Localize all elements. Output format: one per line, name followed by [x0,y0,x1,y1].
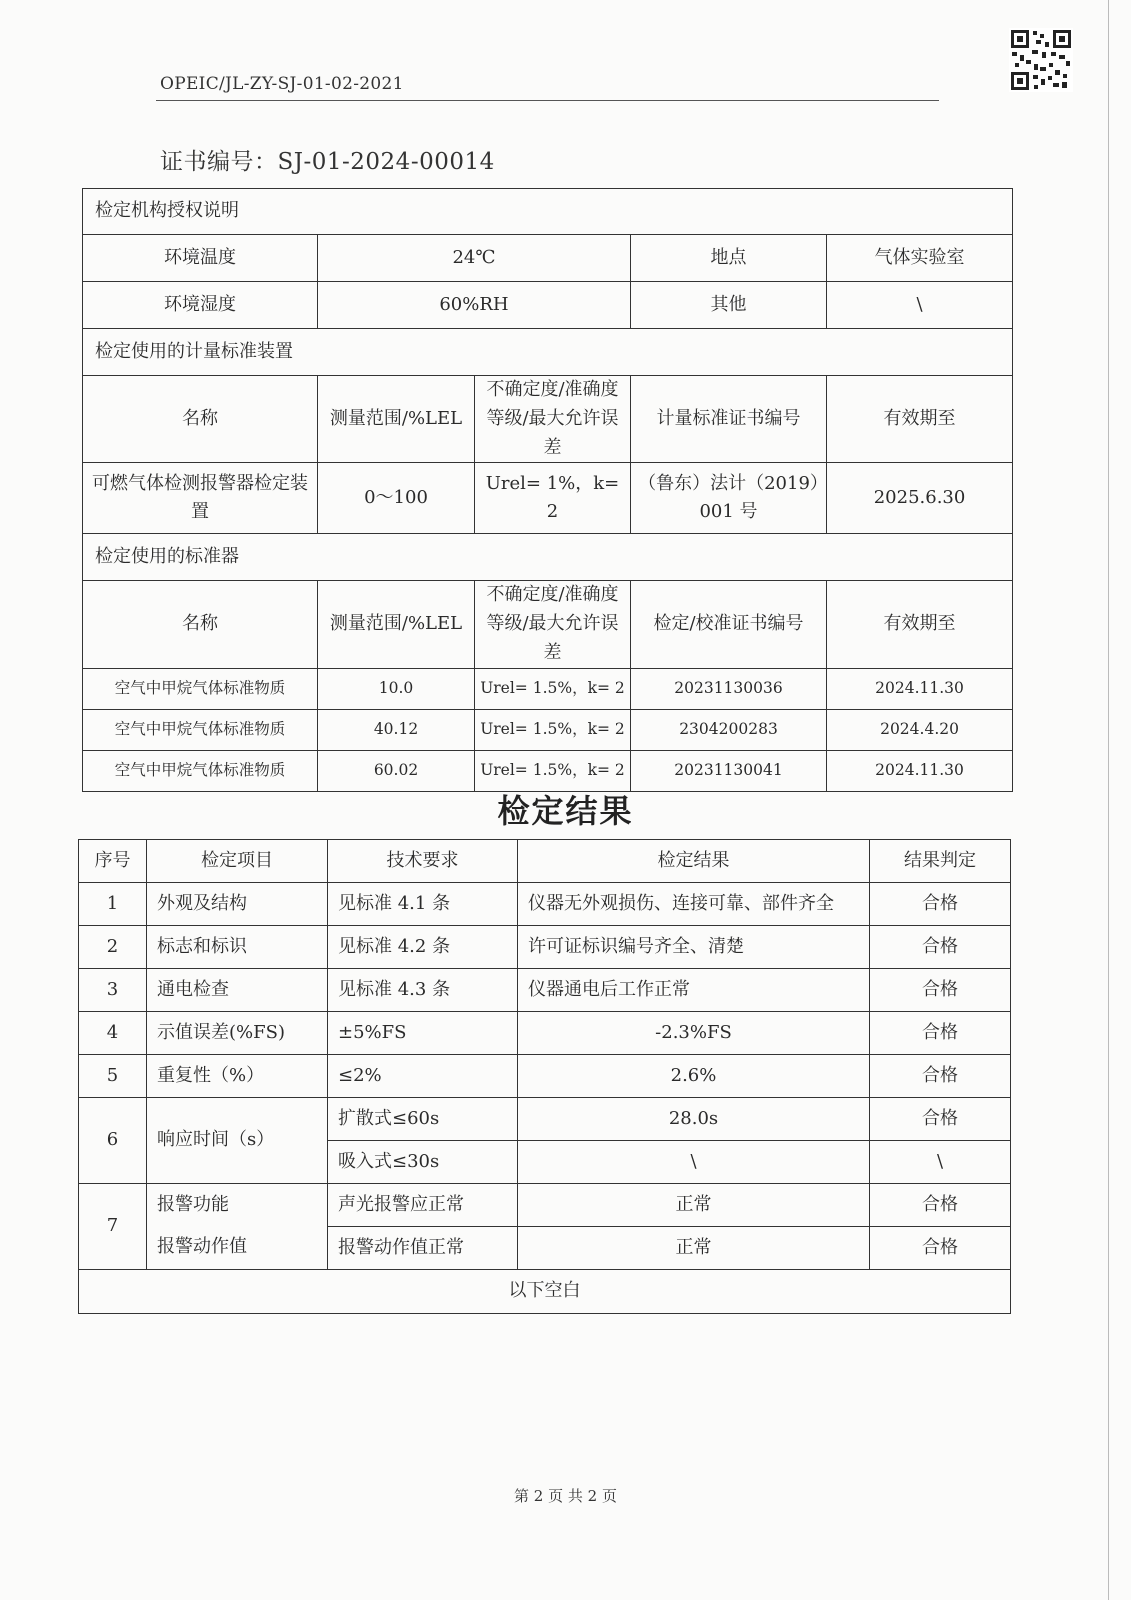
reference-materials-header: 测量范围/%LEL [318,581,475,668]
page-number: 第 2 页 共 2 页 [514,1487,617,1505]
result-judgement: 合格 [870,1098,1011,1141]
location-label: 地点 [631,235,827,282]
result-requirement: 见标准 4.3 条 [328,969,518,1012]
standard-device-cell: （鲁东）法计（2019）001 号 [631,463,827,534]
reference-materials-cell: 2304200283 [631,709,827,750]
temperature-value: 24℃ [318,235,631,282]
result-no: 1 [79,883,147,926]
humidity-label: 环境湿度 [83,282,318,329]
result-value: 28.0s [518,1098,870,1141]
verification-results-table [78,839,1011,1314]
reference-materials-header: 有效期至 [827,581,1013,668]
result-judgement: 合格 [870,926,1011,969]
result-judgement: 合格 [870,1055,1011,1098]
reference-materials-cell: Urel= 1.5%，k= 2 [475,668,631,709]
page-edge [1108,0,1109,1600]
standard-device-header: 名称 [83,376,318,463]
reference-materials-cell: 20231130041 [631,750,827,791]
result-requirement: 见标准 4.2 条 [328,926,518,969]
reference-materials-cell: 空气中甲烷气体标准物质 [83,750,318,791]
result-requirement: 吸入式≤30s [328,1141,518,1184]
result-value: 许可证标识编号齐全、清楚 [518,926,870,969]
result-no: 5 [79,1055,147,1098]
result-no: 6 [79,1098,147,1184]
certificate-number [160,143,495,176]
result-requirement: 声光报警应正常 [328,1184,518,1227]
results-header: 序号 [79,840,147,883]
results-header: 结果判定 [870,840,1011,883]
certificate-number-value: SJ-01-2024-00014 [277,149,495,175]
authorization-section-title: 检定机构授权说明 [83,189,1013,235]
result-item: 响应时间（s） [147,1098,328,1184]
reference-materials-cell: 40.12 [318,709,475,750]
other-value: \ [827,282,1013,329]
results-header: 检定项目 [147,840,328,883]
result-judgement: 合格 [870,1227,1011,1270]
temperature-label: 环境温度 [83,235,318,282]
reference-materials-header: 名称 [83,581,318,668]
results-header: 技术要求 [328,840,518,883]
standard-device-section-title: 检定使用的计量标准装置 [83,329,1013,376]
standard-device-cell: 2025.6.30 [827,463,1013,534]
results-title: 检定结果 [497,792,634,830]
results-header: 检定结果 [518,840,870,883]
qr-code-icon [1009,28,1073,92]
result-item: 示值误差(%FS) [147,1012,328,1055]
result-no: 2 [79,926,147,969]
reference-materials-cell: 空气中甲烷气体标准物质 [83,709,318,750]
reference-materials-header: 不确定度/准确度等级/最大允许误差 [475,581,631,668]
reference-materials-cell: 2024.4.20 [827,709,1013,750]
result-no: 7 [79,1184,147,1270]
result-value: 2.6% [518,1055,870,1098]
blank-below-note: 以下空白 [79,1270,1011,1314]
standard-device-header: 有效期至 [827,376,1013,463]
standard-device-cell: 0～100 [318,463,475,534]
other-label: 其他 [631,282,827,329]
result-value: 仪器无外观损伤、连接可靠、部件齐全 [518,883,870,926]
reference-materials-cell: 10.0 [318,668,475,709]
reference-materials-cell: Urel= 1.5%，k= 2 [475,709,631,750]
result-no: 4 [79,1012,147,1055]
result-item: 报警动作值 [147,1227,328,1270]
result-judgement: 合格 [870,969,1011,1012]
result-item: 重复性（%） [147,1055,328,1098]
reference-materials-cell: 2024.11.30 [827,750,1013,791]
reference-materials-cell: Urel= 1.5%，k= 2 [475,750,631,791]
result-judgement: 合格 [870,883,1011,926]
result-requirement: ≤2% [328,1055,518,1098]
verification-conditions-table [82,188,1013,792]
reference-materials-section-title: 检定使用的标准器 [83,534,1013,581]
document-code: OPEIC/JL-ZY-SJ-01-02-2021 [160,74,404,94]
standard-device-header: 测量范围/%LEL [318,376,475,463]
result-item: 报警功能 [147,1184,328,1227]
result-requirement: 见标准 4.1 条 [328,883,518,926]
reference-materials-cell: 60.02 [318,750,475,791]
standard-device-header: 计量标准证书编号 [631,376,827,463]
result-judgement: 合格 [870,1012,1011,1055]
result-item: 通电检查 [147,969,328,1012]
location-value: 气体实验室 [827,235,1013,282]
result-value: 仪器通电后工作正常 [518,969,870,1012]
reference-materials-cell: 20231130036 [631,668,827,709]
reference-materials-header: 检定/校准证书编号 [631,581,827,668]
result-no: 3 [79,969,147,1012]
result-judgement: 合格 [870,1184,1011,1227]
reference-materials-cell: 空气中甲烷气体标准物质 [83,668,318,709]
result-item: 标志和标识 [147,926,328,969]
standard-device-header: 不确定度/准确度等级/最大允许误差 [475,376,631,463]
result-requirement: 报警动作值正常 [328,1227,518,1270]
humidity-value: 60%RH [318,282,631,329]
certificate-number-label: 证书编号： [160,149,278,175]
standard-device-cell: 可燃气体检测报警器检定装置 [83,463,318,534]
result-value: -2.3%FS [518,1012,870,1055]
header-rule [156,100,939,101]
result-requirement: ±5%FS [328,1012,518,1055]
reference-materials-cell: 2024.11.30 [827,668,1013,709]
result-item: 外观及结构 [147,883,328,926]
result-judgement: \ [870,1141,1011,1184]
standard-device-cell: Urel= 1%，k= 2 [475,463,631,534]
result-value: 正常 [518,1184,870,1227]
result-value: 正常 [518,1227,870,1270]
result-requirement: 扩散式≤60s [328,1098,518,1141]
result-value: \ [518,1141,870,1184]
